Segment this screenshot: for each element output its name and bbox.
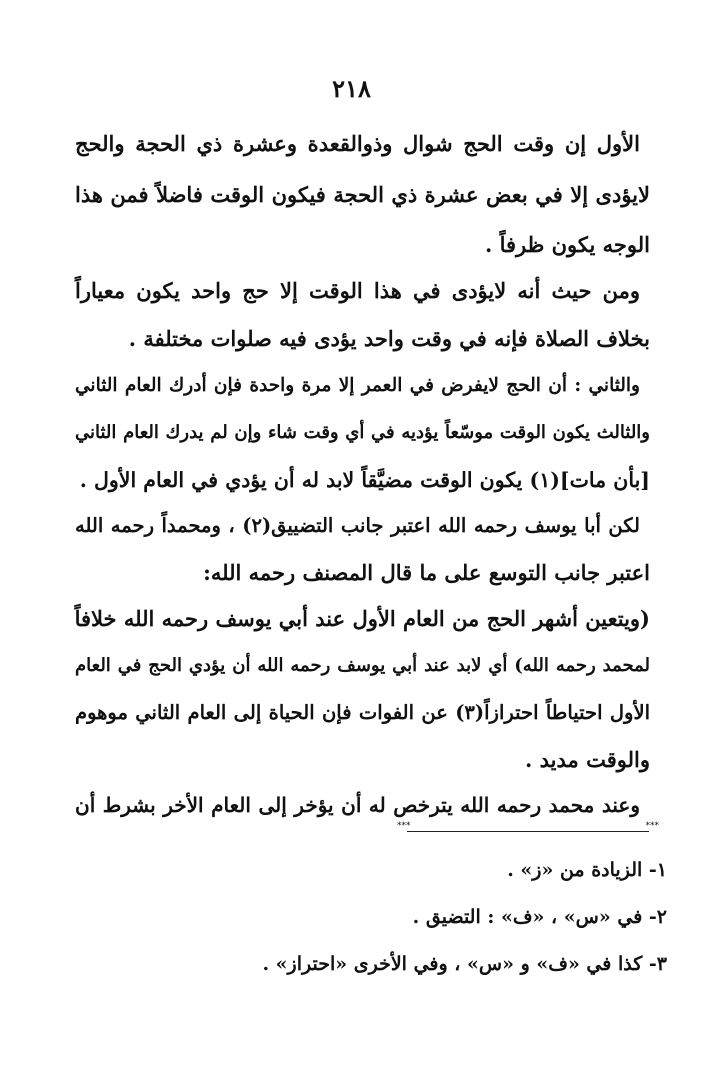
body-line-6: والثاني : أن الحج لايفرض في العمر إلا مرة واحدة فإن أدرك العام الثاني bbox=[75, 375, 640, 396]
body-line-3: الوجه يكون ظرفاً . bbox=[484, 232, 650, 257]
footnote-3: ٣- كذا في «ف» و «س» ، وفي الأخرى «احتراز» . bbox=[262, 953, 667, 975]
separator-mark-right: *** bbox=[645, 821, 659, 831]
body-line-5: بخلاف الصلاة فإنه في وقت واحد يؤدى فيه صلوات مختلفة . bbox=[128, 326, 650, 351]
body-line-1: الأول إن وقت الحج شوال وذوالقعدة وعشرة ذي الحجة والحج bbox=[75, 131, 640, 156]
body-line-7: والثالث يكون الوقت موسّعاً يؤديه في أي وقت شاء وإن لم يدرك العام الثاني bbox=[75, 422, 650, 443]
footnote-separator bbox=[397, 821, 659, 835]
body-line-8: [بأن مات](١) يكون الوقت مضيَّقاً لابد له أن يؤدي في العام الأول . bbox=[79, 468, 650, 492]
body-line-10: اعتبر جانب التوسع على ما قال المصنف رحمه الله: bbox=[203, 560, 650, 585]
body-line-13: الأول احتياطاً احترازاً(٣) عن الفوات فإن الحياة إلى العام الثاني موهوم bbox=[75, 701, 650, 724]
body-line-12: لمحمد رحمه الله) أي لابد عند أبي يوسف رحمه الله أن يؤدي الحج في العام bbox=[75, 655, 650, 676]
footnote-1: ١- الزيادة من «ز» . bbox=[507, 859, 667, 881]
body-line-14: والوقت مديد . bbox=[525, 747, 650, 772]
separator-mark-left: *** bbox=[397, 821, 411, 831]
body-line-11: (ويتعين أشهر الحج من العام الأول عند أبي يوسف رحمه الله خلافاً bbox=[74, 606, 650, 631]
body-line-15: وعند محمد رحمه الله يترخص له أن يؤخر إلى العام الأخر بشرط أن bbox=[75, 793, 640, 817]
body-line-4: ومن حيث أنه لايؤدى في هذا الوقت إلا حج واحد يكون معياراً bbox=[75, 278, 640, 303]
body-line-9: لكن أبا يوسف رحمه الله اعتبر جانب التضييق(٢) ، ومحمداً رحمه الله bbox=[75, 514, 640, 537]
footnote-2: ٢- في «س» ، «ف» : التضيق . bbox=[412, 906, 667, 928]
page-number: ٢١٨ bbox=[332, 74, 371, 103]
body-line-2: لايؤدى إلا في بعض عشرة ذي الحجة فيكون الوقت فاضلاً فمن هذا bbox=[75, 182, 650, 207]
separator-rule bbox=[407, 831, 649, 832]
